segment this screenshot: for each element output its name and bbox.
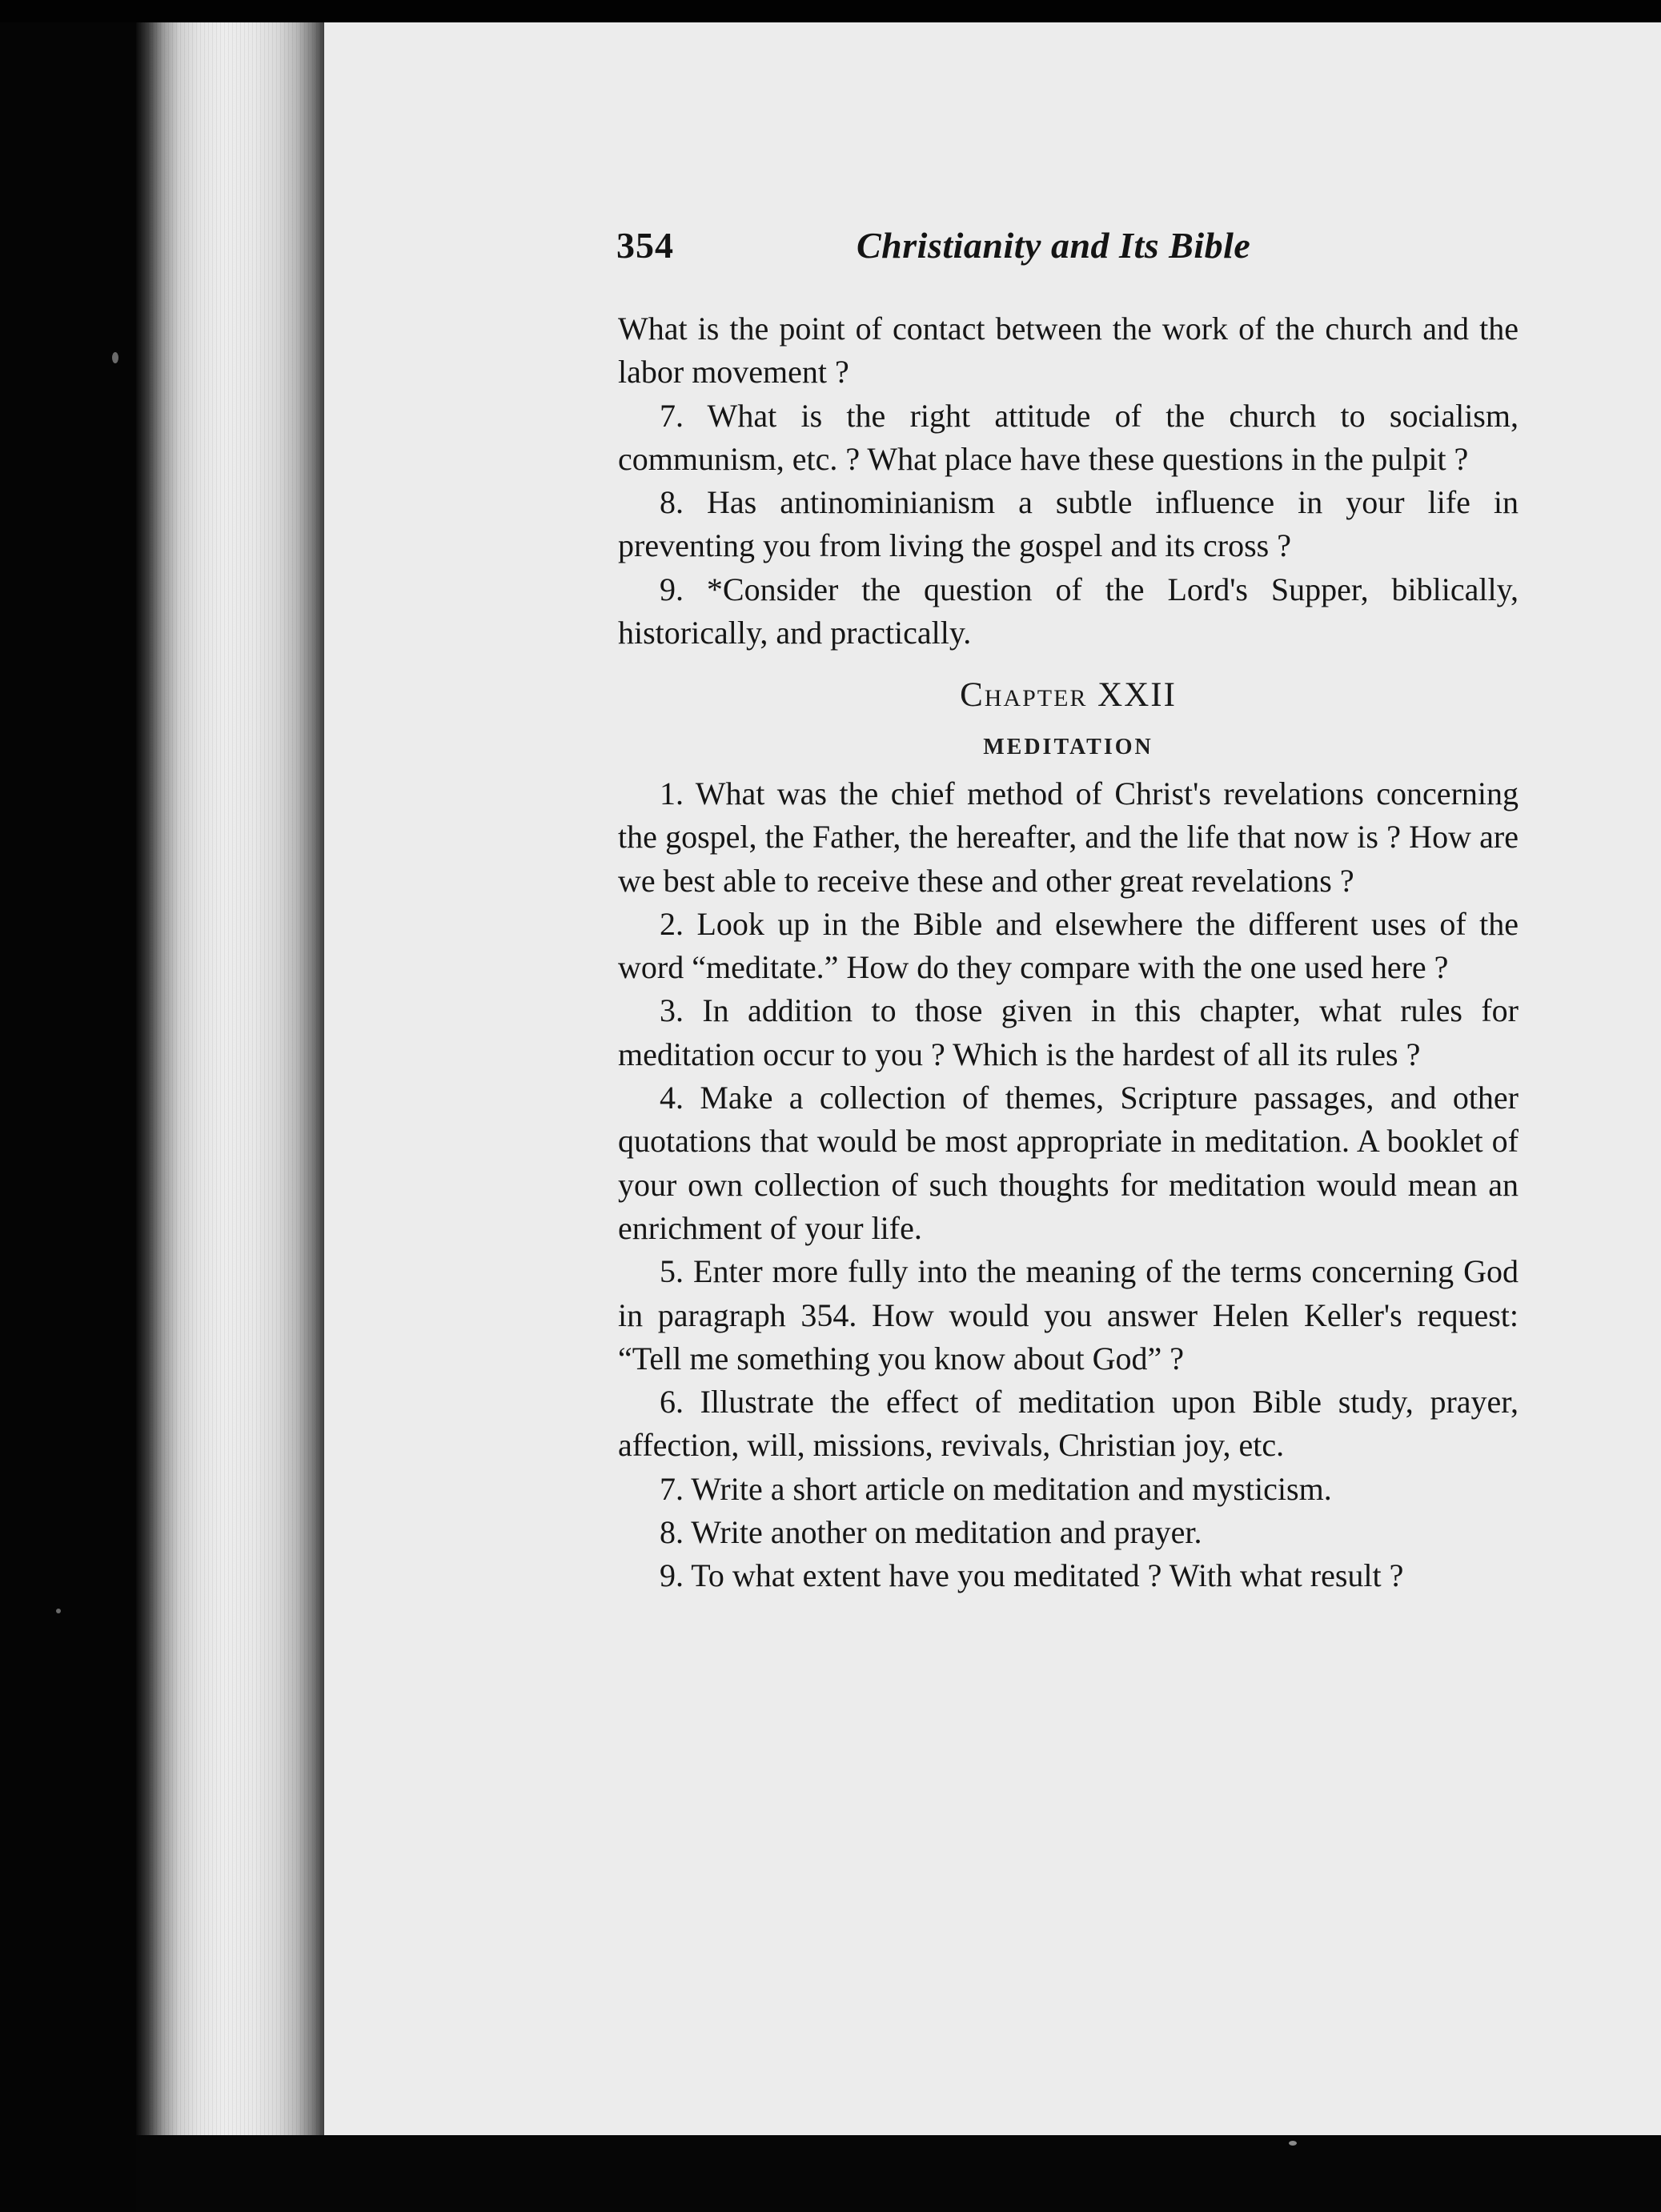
scan-speck (1289, 2141, 1297, 2146)
chapter-heading: Chapter XXII (960, 676, 1177, 715)
page-number: 354 (616, 225, 674, 266)
scan-speck (56, 1609, 61, 1613)
question-item: 4. Make a collection of themes, Scripture passages, and other quotations that would be most appropriate in meditation. A booklet of your own collection of such thoughts for meditation would mean an enrichment of your life. (618, 1080, 1519, 1246)
question-item: 3. In addition to those given in this chapter, what rules for meditation occur to you ? Which is the hardest of all its rules ? (618, 992, 1519, 1072)
page-body (618, 307, 1519, 1598)
question-item: 9. *Consider the question of the Lord's Supper, biblically, historically, and practically. (618, 571, 1519, 651)
question-item: 8. Write another on meditation and prayer. (660, 1514, 1202, 1551)
scan-speck (112, 352, 118, 363)
book-spine-shadow (136, 22, 332, 2135)
question-item: 8. Has antinominianism a subtle influence in your life in preventing you from living the gospel and its cross ? (618, 484, 1519, 564)
paragraph: What is the point of contact between the work of the church and the labor movement ? (618, 311, 1519, 391)
question-item: 2. Look up in the Bible and elsewhere the different uses of the word “meditate.” How do they compare with the one used here ? (618, 905, 1519, 986)
question-item: 1. What was the chief method of Christ's revelations concerning the gospel, the Father, the hereafter, and the life that now is ? How are we best able to receive these and other great revelations ? (618, 775, 1519, 899)
question-item: 7. What is the right attitude of the church to socialism, communism, etc. ? What place have these questions in the pulpit ? (618, 397, 1519, 477)
scan-border-top (0, 0, 1661, 22)
question-item: 7. Write a short article on meditation and mysticism. (660, 1470, 1332, 1507)
running-title: Christianity and Its Bible (857, 225, 1251, 266)
scan-border-bottom (136, 2135, 1661, 2212)
running-header (616, 224, 1521, 272)
page-edges-texture (136, 22, 332, 2135)
question-item: 5. Enter more fully into the meaning of the terms concerning God in paragraph 354. How would you answer Helen Keller's request: “Tell me something you know about God” ? (618, 1253, 1519, 1376)
section-heading: MEDITATION (983, 734, 1153, 759)
question-item: 6. Illustrate the effect of meditation upon Bible study, prayer, affection, will, missions, revivals, Christian joy, etc. (618, 1384, 1519, 1464)
question-item: 9. To what extent have you meditated ? With what result ? (660, 1557, 1404, 1594)
